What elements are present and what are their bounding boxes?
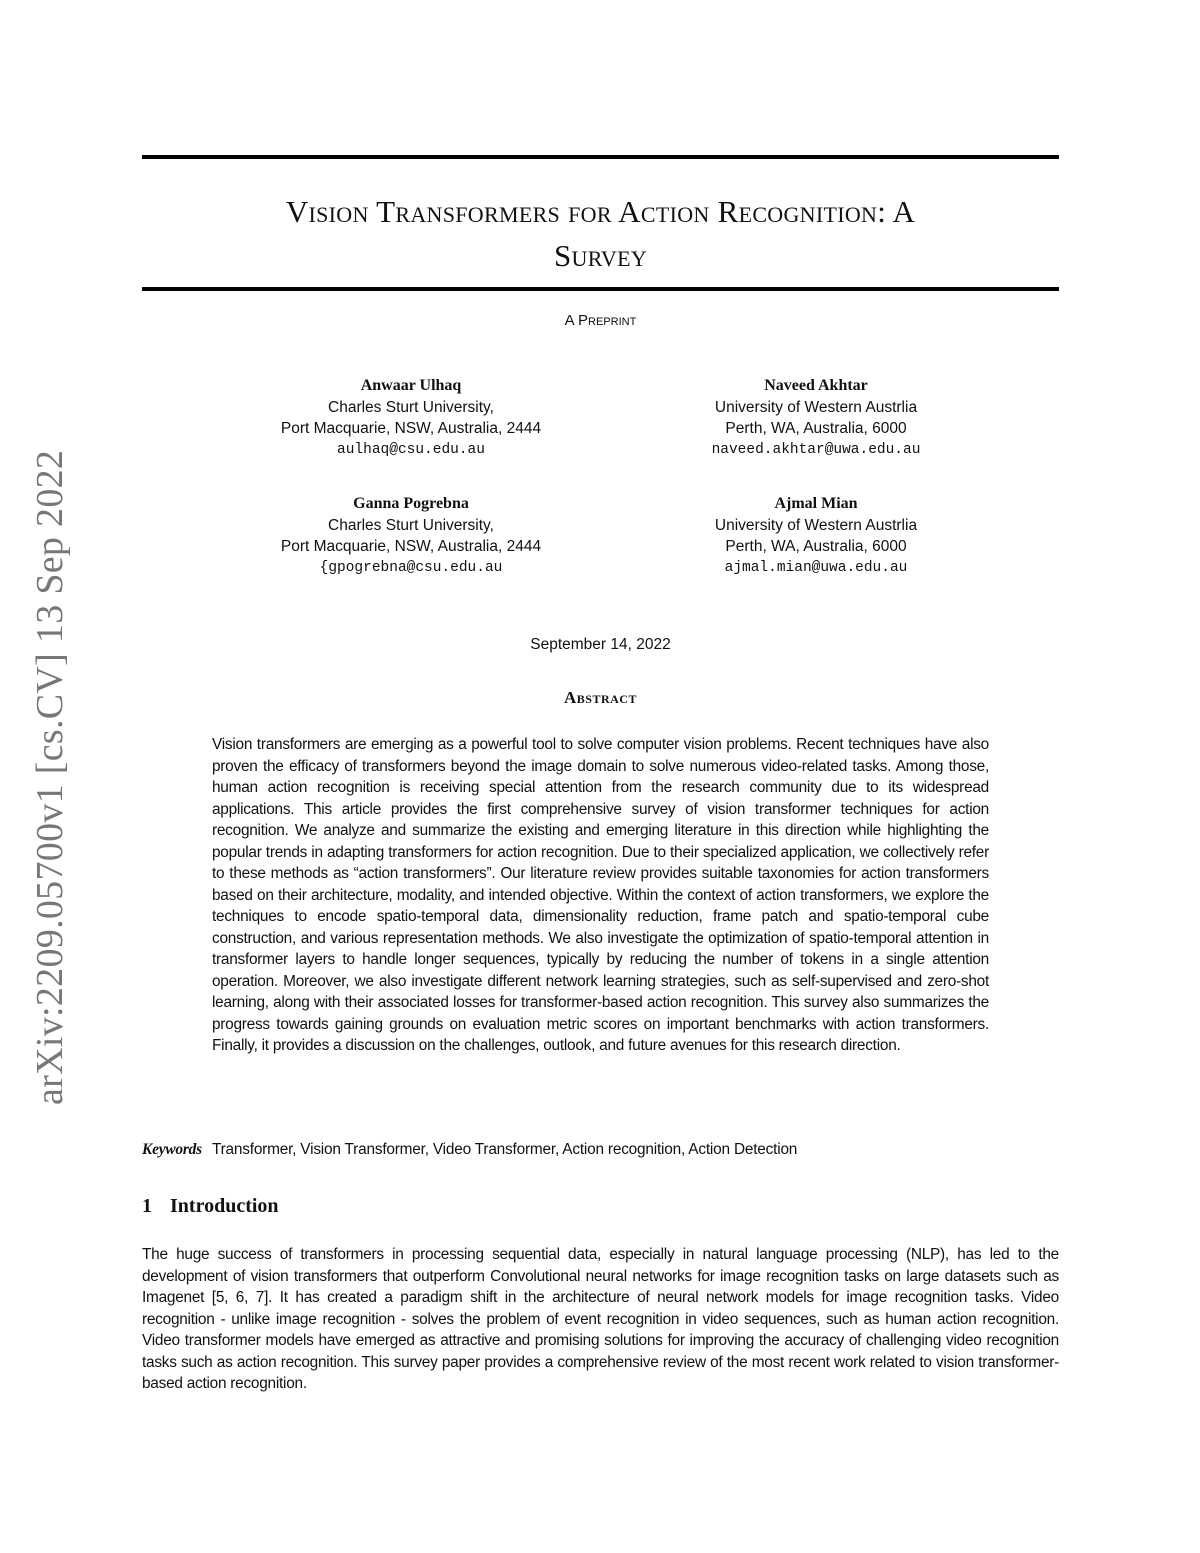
- author-name: Naveed Akhtar: [764, 377, 868, 394]
- title-bottom-rule: [142, 287, 1059, 291]
- paper-title-line-1: Vision Transformers for Action Recognition: A: [285, 194, 916, 229]
- abstract-heading: Abstract: [564, 688, 637, 707]
- paper-title: [142, 190, 1059, 278]
- author-address: Port Macquarie, NSW, Australia, 2444: [280, 538, 542, 555]
- abstract-text: Vision transformers are emerging as a powerful tool to solve computer vision problems. Recent techniques have also proven the efficacy of transformers beyond the image domain to solve numerous video-related tasks. Among those, human action recognition is receiving special attention from the research community due to its widespread applications. This article provides the first comprehensive survey of vision transformer techniques for action recognition. We analyze and summarize the existing and emerging literature in this direction while highlighting the popular trends in adapting transformers for action recognition. Due to their specialized application, we collectively refer to these methods as “action transformers”. Our literature review provides suitable taxonomies for action transformers based on their architecture, modality, and intended objective. Within the context of action transformers, we explore the techniques to encode spatio-temporal data, dimensionality reduction, frame patch and spatio-temporal cube construction, and various representation methods. We also investigate the optimization of spatio-temporal attention in transformer layers to handle longer sequences, typically by reducing the number of tokens in a single attention operation. Moreover, we also investigate different network learning strategies, such as self-supervised and zero-shot learning, along with their associated losses for transformer-based action recognition. This survey also summarizes the progress towards gaining grounds on evaluation metric scores on important benchmarks with action transformers. Finally, it provides a discussion on the challenges, outlook, and future avenues for this research direction.: [212, 736, 989, 1054]
- author-block: [626, 375, 1006, 461]
- introduction-paragraph: The huge success of transformers in processing sequential data, especially in natural language processing (NLP), has led to the development of vision transformers that outperform Convolutional neural networks for image recognition tasks on large datasets such as Imagenet [5, 6, 7]. It has created a paradigm shift in the architecture of neural network models for image recognition tasks. Video recognition - unlike image recognition - solves the problem of event recognition in video sequences, such as human action recognition. Video transformer models have emerged as attractive and promising solutions for improving the accuracy of challenging video recognition tasks such as action recognition. This survey paper provides a comprehensive review of the most recent work related to vision transformer-based action recognition.: [142, 1246, 1059, 1392]
- author-email[interactable]: naveed.akhtar@uwa.edu.au: [711, 441, 921, 458]
- keywords-text: Transformer, Vision Transformer, Video Transformer, Action recognition, Action Detection: [211, 1141, 798, 1158]
- preprint-label: A Preprint: [564, 312, 637, 329]
- author-affiliation: University of Western Austrlia: [714, 516, 918, 534]
- author-email[interactable]: ajmal.mian@uwa.edu.au: [724, 559, 908, 576]
- author-block: [221, 375, 601, 461]
- title-top-rule: [142, 155, 1059, 159]
- author-name: Ajmal Mian: [774, 495, 858, 512]
- paper-title-line-2: Survey: [553, 238, 648, 273]
- publication-date: September 14, 2022: [530, 636, 671, 653]
- keywords-line: [142, 1141, 1059, 1159]
- author-email[interactable]: {gpogrebna@csu.edu.au: [319, 559, 503, 576]
- author-affiliation: University of Western Austrlia: [714, 398, 918, 416]
- section-number: 1: [142, 1195, 152, 1217]
- author-address: Perth, WA, Australia, 6000: [725, 538, 907, 555]
- keywords-label: Keywords: [142, 1141, 202, 1158]
- author-name: Ganna Pogrebna: [353, 495, 469, 512]
- author-address: Port Macquarie, NSW, Australia, 2444: [280, 420, 542, 437]
- section-heading-introduction: [142, 1195, 279, 1218]
- author-block: [221, 493, 601, 579]
- author-block: [626, 493, 1006, 579]
- author-affiliation: Charles Sturt University,: [328, 398, 494, 416]
- author-address: Perth, WA, Australia, 6000: [725, 420, 907, 437]
- arxiv-stamp: arXiv:2209.05700v1 [cs.CV] 13 Sep 2022: [29, 449, 71, 1105]
- section-title: Introduction: [170, 1195, 279, 1217]
- author-affiliation: Charles Sturt University,: [328, 516, 494, 534]
- author-name: Anwaar Ulhaq: [360, 377, 462, 394]
- author-email[interactable]: aulhaq@csu.edu.au: [337, 441, 485, 458]
